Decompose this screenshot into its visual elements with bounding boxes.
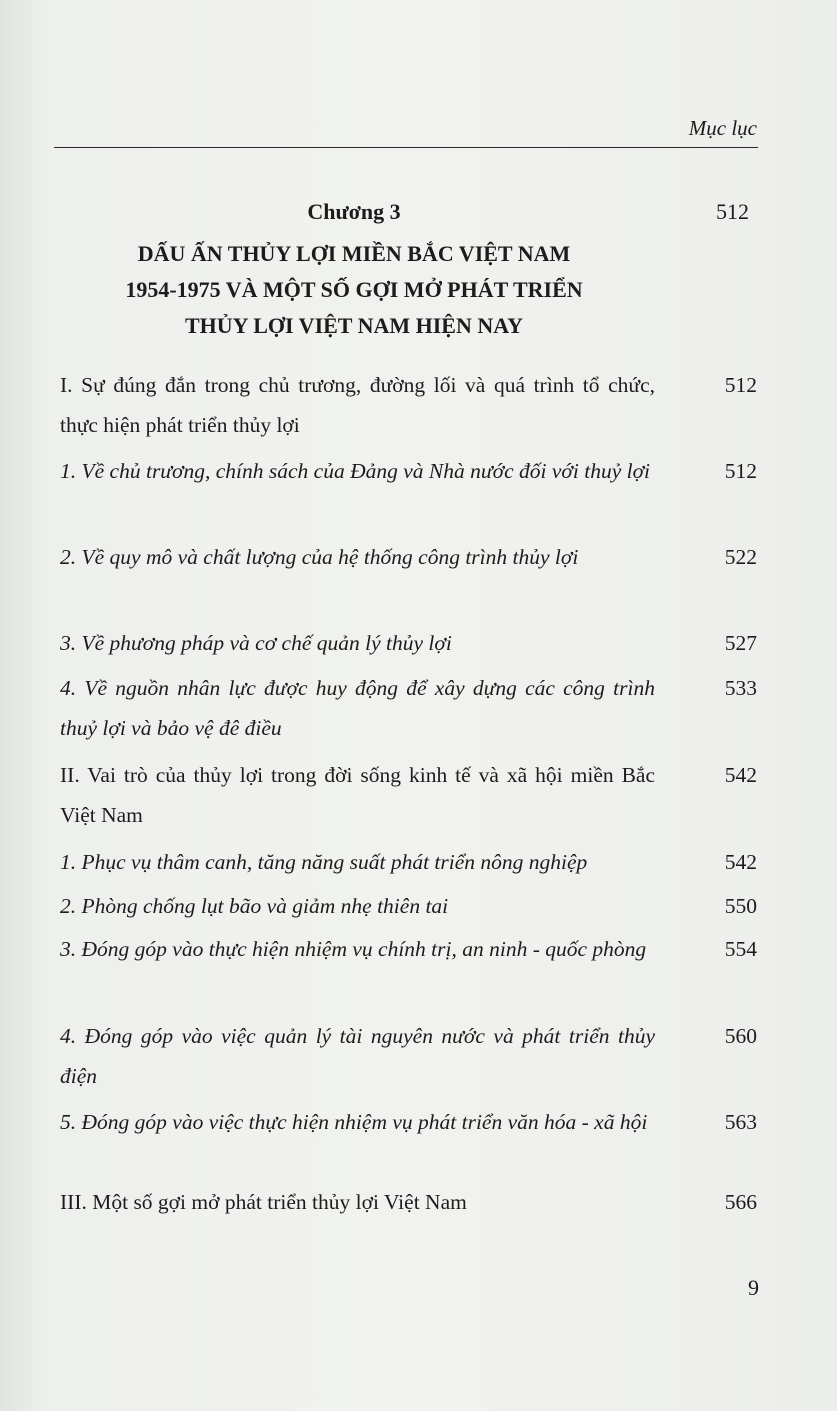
page-number: 9 — [748, 1275, 759, 1300]
toc-entry[interactable] — [60, 842, 757, 882]
toc-entry[interactable] — [60, 668, 757, 748]
toc-entry[interactable] — [60, 1102, 757, 1142]
running-header: Mục lục — [688, 116, 757, 140]
chapter-page-number: 512 — [716, 199, 749, 224]
toc-entry-text: 5. Đóng góp vào việc thực hiện nhiệm vụ phát triển văn hóa - xã hội — [60, 1110, 648, 1134]
chapter-title-line: THỦY LỢI VIỆT NAM HIỆN NAY — [184, 313, 523, 338]
toc-entry[interactable] — [60, 886, 757, 926]
toc-entry[interactable] — [60, 537, 757, 577]
toc-entry-text: I. Sự đúng đắn trong chủ trương, đường lối và quá trình tổ chức, thực hiện phát triển thủy lợi — [60, 373, 655, 437]
toc-entry-page: 512 — [724, 373, 757, 397]
chapter-title-line: DẤU ẤN THỦY LỢI MIỀN BẮC VIỆT NAM — [137, 241, 571, 266]
toc-entry-text: 2. Phòng chống lụt bão và giảm nhẹ thiên tai — [60, 894, 449, 918]
toc-entry-page: 554 — [724, 937, 757, 961]
toc-entry[interactable] — [60, 1016, 757, 1096]
toc-entry-text: 3. Đóng góp vào thực hiện nhiệm vụ chính trị, an ninh - quốc phòng — [60, 937, 647, 961]
chapter-title — [54, 236, 654, 344]
toc-entry-text: III. Một số gợi mở phát triển thủy lợi Việt Nam — [60, 1190, 467, 1214]
toc-entry-text: 3. Về phương pháp và cơ chế quản lý thủy lợi — [60, 631, 452, 655]
toc-entry[interactable] — [60, 755, 757, 835]
toc-entry-text: II. Vai trò của thủy lợi trong đời sống kinh tế và xã hội miền Bắc Việt Nam — [60, 763, 655, 827]
toc-entry-text: 2. Về quy mô và chất lượng của hệ thống công trình thủy lợi — [60, 545, 579, 569]
toc-entry-page: 542 — [724, 850, 757, 874]
toc-entry[interactable] — [60, 451, 757, 491]
toc-entry-page: 522 — [724, 545, 757, 569]
toc-entry-text: 4. Về nguồn nhân lực được huy động để xây dựng các công trình thuỷ lợi và bảo vệ đê điều — [60, 676, 655, 740]
toc-entry-text: 1. Về chủ trương, chính sách của Đảng và Nhà nước đối với thuỷ lợi — [60, 459, 651, 483]
toc-entry[interactable] — [60, 623, 757, 663]
chapter-title-line: 1954-1975 VÀ MỘT SỐ GỢI MỞ PHÁT TRIỂN — [125, 277, 583, 302]
chapter-number: Chương 3 — [307, 199, 401, 224]
toc-entry[interactable] — [60, 1182, 757, 1222]
toc-entry-text: 4. Đóng góp vào việc quản lý tài nguyên nước và phát triển thủy điện — [60, 1024, 655, 1088]
toc-entry[interactable] — [60, 929, 757, 969]
toc-entry-page: 527 — [724, 631, 757, 655]
toc-entry-page: 512 — [724, 459, 757, 483]
toc-entry-page: 560 — [724, 1024, 757, 1048]
toc-entry-page: 566 — [724, 1190, 757, 1214]
toc-entry-page: 563 — [724, 1110, 757, 1134]
toc-entry-page: 542 — [724, 763, 757, 787]
toc-entry[interactable] — [60, 365, 757, 445]
toc-entry-page: 533 — [724, 676, 757, 700]
toc-entry-text: 1. Phục vụ thâm canh, tăng năng suất phát triển nông nghiệp — [60, 850, 588, 874]
header-rule — [54, 147, 758, 148]
toc-entry-page: 550 — [724, 894, 757, 918]
